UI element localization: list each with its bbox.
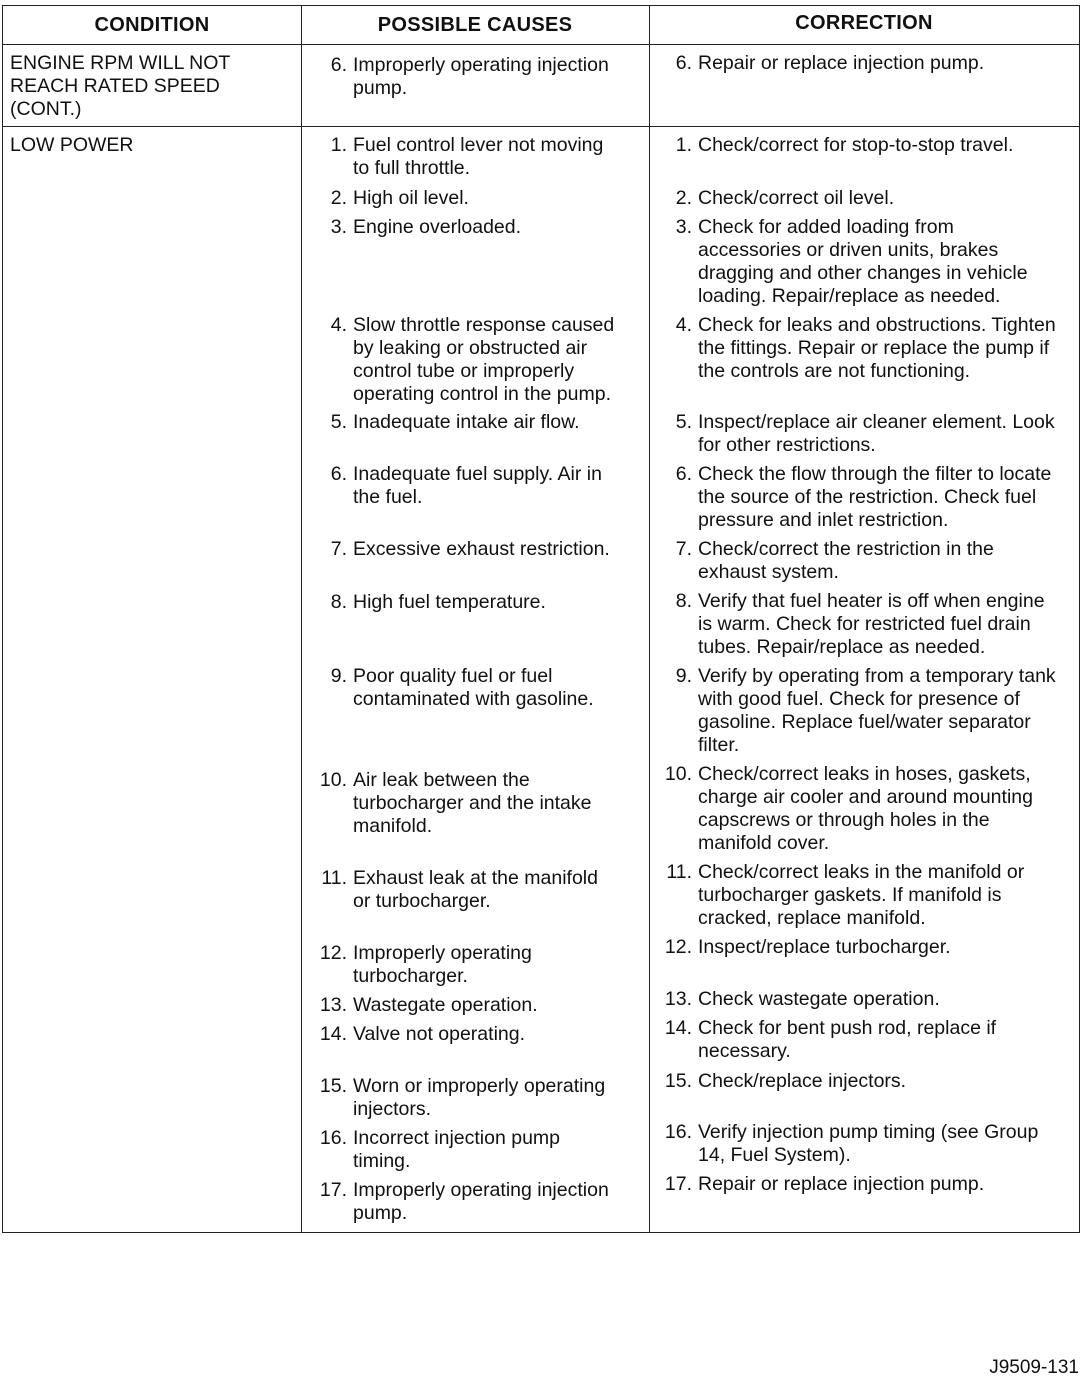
correction-item (650, 763, 1073, 855)
item-line: accessories or driven units, brakes (698, 239, 999, 261)
item-line: 14, Fuel System). (698, 1144, 851, 1166)
item-line: filter. (698, 734, 740, 756)
item-number: 15. (319, 1075, 347, 1097)
item-line: pump. (353, 1202, 408, 1224)
condition-engine-rpm (10, 52, 230, 121)
item-number: 7. (330, 538, 347, 560)
cause-item (305, 216, 633, 239)
item-number: 14. (664, 1017, 692, 1039)
item-text (353, 463, 633, 509)
item-text (353, 1023, 633, 1046)
item-number: 7. (675, 538, 692, 560)
cause-item (305, 187, 633, 210)
item-text (353, 314, 633, 406)
item-line: turbocharger and the intake (353, 792, 592, 814)
item-line: dragging and other changes in vehicle (698, 262, 1028, 284)
correction-item (650, 1173, 1073, 1196)
item-text: Repair or replace injection pump. (698, 52, 985, 74)
item-text (698, 1121, 1073, 1167)
item-line: Wastegate operation. (353, 994, 538, 1016)
item-line: injectors. (353, 1098, 432, 1120)
item-line: Verify injection pump timing (see Group (698, 1121, 1039, 1143)
item-line: tubes. Repair/replace as needed. (698, 636, 986, 658)
item-line: Worn or improperly operating (353, 1075, 606, 1097)
correction-item (650, 1121, 1073, 1167)
item-number: 15. (664, 1070, 692, 1092)
correction-item (650, 52, 1073, 75)
item-text (698, 314, 1073, 383)
item-line: capscrews or through holes in the (698, 809, 990, 831)
item-line: necessary. (698, 1040, 791, 1062)
item-number: 6. (675, 52, 692, 74)
item-line: control tube or improperly (353, 360, 575, 382)
item-line: Check/correct leaks in the manifold or (698, 861, 1025, 883)
item-line: Check/correct leaks in hoses, gaskets, (698, 763, 1031, 785)
cause-item (305, 134, 633, 180)
item-text (698, 988, 1073, 1011)
item-number: 17. (664, 1173, 692, 1195)
item-number: 2. (675, 187, 692, 209)
item-number: 16. (319, 1127, 347, 1149)
correction-item (650, 988, 1073, 1011)
item-text (353, 411, 633, 434)
item-text (698, 187, 1073, 210)
item-text (698, 216, 1073, 308)
item-line: Check/correct for stop-to-stop travel. (698, 134, 1014, 156)
cause-item (305, 867, 633, 913)
item-number: 14. (319, 1023, 347, 1045)
item-line: turbocharger gaskets. If manifold is (698, 884, 1002, 906)
item-number: 11. (321, 867, 347, 889)
item-text (698, 763, 1073, 855)
item-line: the controls are not functioning. (698, 360, 971, 382)
item-line: the source of the restriction. Check fuel (698, 486, 1037, 508)
cause-item (305, 1023, 633, 1046)
correction-item (650, 187, 1073, 210)
item-number: 9. (330, 665, 347, 687)
item-line: or turbocharger. (353, 890, 491, 912)
item-line: Fuel control lever not moving (353, 134, 604, 156)
item-line: by leaking or obstructed air (353, 337, 588, 359)
cause-item (305, 1127, 633, 1173)
item-number: 17. (319, 1179, 347, 1201)
item-line: Check for added loading from (698, 216, 954, 238)
item-number: 5. (675, 411, 692, 433)
item-line: Inspect/replace turbocharger. (698, 936, 951, 958)
item-number: 8. (675, 590, 692, 612)
item-number: 13. (664, 988, 692, 1010)
item-number: 4. (330, 314, 347, 336)
item-line: Repair or replace injection pump. (698, 1173, 985, 1195)
item-number: 10. (319, 769, 347, 791)
condition-line: ENGINE RPM WILL NOT (10, 52, 231, 74)
cause-item (305, 591, 633, 614)
cause-item (305, 942, 633, 988)
item-line: Check wastegate operation. (698, 988, 940, 1010)
item-line: Valve not operating. (353, 1023, 526, 1045)
header-possible-causes: POSSIBLE CAUSES (377, 13, 573, 36)
correction-item (650, 1017, 1073, 1063)
correction-item (650, 411, 1073, 457)
item-text (353, 538, 633, 561)
item-text: Improperly operating injection pump. (353, 54, 609, 99)
cause-item (305, 665, 633, 711)
header-condition: CONDITION (94, 13, 210, 36)
item-text (353, 1127, 633, 1173)
condition-line: (CONT.) (10, 98, 82, 120)
item-line: manifold cover. (698, 832, 830, 854)
correction-item (650, 463, 1073, 532)
cause-item (305, 314, 633, 406)
item-text (698, 590, 1073, 659)
row-divider (3, 126, 1079, 127)
item-number: 8. (330, 591, 347, 613)
item-line: to full throttle. (353, 157, 471, 179)
item-number: 9. (675, 665, 692, 687)
item-line: Excessive exhaust restriction. (353, 538, 610, 560)
figure-id: J9509-131 (989, 1357, 1079, 1378)
item-line: with good fuel. Check for presence of (698, 688, 1020, 710)
item-text (353, 867, 633, 913)
item-text (698, 134, 1073, 157)
item-line: Check the flow through the filter to locate (698, 463, 1052, 485)
item-number: 12. (319, 942, 347, 964)
item-line: operating control in the pump. (353, 383, 611, 405)
item-text (353, 1075, 633, 1121)
item-line: charge air cooler and around mounting (698, 786, 1033, 808)
item-number: 11. (666, 861, 692, 883)
cause-item (305, 54, 633, 100)
item-line: Inspect/replace air cleaner element. Look (698, 411, 1055, 433)
item-text (698, 1017, 1073, 1063)
item-line: Check for bent push rod, replace if (698, 1017, 997, 1039)
cause-item (305, 411, 633, 434)
item-line: Poor quality fuel or fuel (353, 665, 553, 687)
item-text (353, 591, 633, 614)
item-text (353, 665, 633, 711)
item-number: 16. (664, 1121, 692, 1143)
condition-line: REACH RATED SPEED (10, 75, 220, 97)
item-number: 6. (330, 463, 347, 485)
cause-item (305, 538, 633, 561)
item-line: Verify that fuel heater is off when engine (698, 590, 1045, 612)
item-line: is warm. Check for restricted fuel drain (698, 613, 1031, 635)
item-text (353, 187, 633, 210)
correction-item (650, 665, 1073, 757)
item-line: loading. Repair/replace as needed. (698, 285, 1001, 307)
item-text (698, 1070, 1073, 1093)
correction-item (650, 314, 1073, 383)
item-line: Inadequate intake air flow. (353, 411, 580, 433)
item-line: Incorrect injection pump (353, 1127, 561, 1149)
cause-item (305, 994, 633, 1017)
item-line: gasoline. Replace fuel/water separator (698, 711, 1031, 733)
item-number: 1. (675, 134, 692, 156)
cause-item (305, 1075, 633, 1121)
item-number: 10. (664, 763, 692, 785)
correction-item (650, 134, 1073, 157)
item-number: 1. (330, 134, 347, 156)
item-text (353, 994, 633, 1017)
header-divider (3, 44, 1079, 45)
item-line: for other restrictions. (698, 434, 876, 456)
item-text (353, 1179, 633, 1225)
item-line: cracked, replace manifold. (698, 907, 926, 929)
item-line: Check for leaks and obstructions. Tighten (698, 314, 1056, 336)
item-line: Exhaust leak at the manifold (353, 867, 598, 889)
item-text (698, 665, 1073, 757)
item-number: 6. (675, 463, 692, 485)
item-text (353, 134, 633, 180)
correction-item (650, 216, 1073, 308)
correction-item (650, 1070, 1073, 1093)
item-line: the fuel. (353, 486, 423, 508)
item-line: Engine overloaded. (353, 216, 522, 238)
cause-item (305, 1179, 633, 1225)
item-line: Improperly operating injection (353, 1179, 609, 1201)
item-line: High oil level. (353, 187, 469, 209)
condition-line: LOW POWER (10, 134, 134, 156)
item-line: Check/replace injectors. (698, 1070, 907, 1092)
item-line: turbocharger. (353, 965, 468, 987)
item-text (698, 861, 1073, 930)
correction-item (650, 538, 1073, 584)
item-line: the fittings. Repair or replace the pump if (698, 337, 1050, 359)
item-line: Check/correct oil level. (698, 187, 895, 209)
correction-item (650, 861, 1073, 930)
cause-item (305, 463, 633, 509)
item-number: 6. (330, 54, 347, 76)
item-text (353, 216, 633, 239)
item-number: 13. (319, 994, 347, 1016)
item-number: 4. (675, 314, 692, 336)
item-number: 5. (330, 411, 347, 433)
item-number: 2. (330, 187, 347, 209)
correction-item (650, 590, 1073, 659)
correction-item (650, 936, 1073, 959)
condition-low-power (10, 134, 134, 157)
item-line: Air leak between the (353, 769, 530, 791)
item-text (698, 411, 1073, 457)
item-line: pressure and inlet restriction. (698, 509, 949, 531)
item-line: Inadequate fuel supply. Air in (353, 463, 602, 485)
item-number: 3. (330, 216, 347, 238)
item-number: 3. (675, 216, 692, 238)
item-line: timing. (353, 1150, 411, 1172)
column-divider (301, 6, 302, 1232)
item-text (698, 463, 1073, 532)
item-text (698, 538, 1073, 584)
item-line: contaminated with gasoline. (353, 688, 594, 710)
item-line: Check/correct the restriction in the (698, 538, 994, 560)
item-line: Verify by operating from a temporary tank (698, 665, 1056, 687)
item-text (698, 1173, 1073, 1196)
item-text (353, 769, 633, 838)
cause-item (305, 769, 633, 838)
item-line: High fuel temperature. (353, 591, 546, 613)
item-line: Slow throttle response caused (353, 314, 615, 336)
item-text (353, 942, 633, 988)
item-text (698, 936, 1073, 959)
item-number: 12. (664, 936, 692, 958)
item-line: Improperly operating (353, 942, 532, 964)
item-line: exhaust system. (698, 561, 839, 583)
item-line: manifold. (353, 815, 433, 837)
header-correction: CORRECTION (795, 11, 933, 34)
